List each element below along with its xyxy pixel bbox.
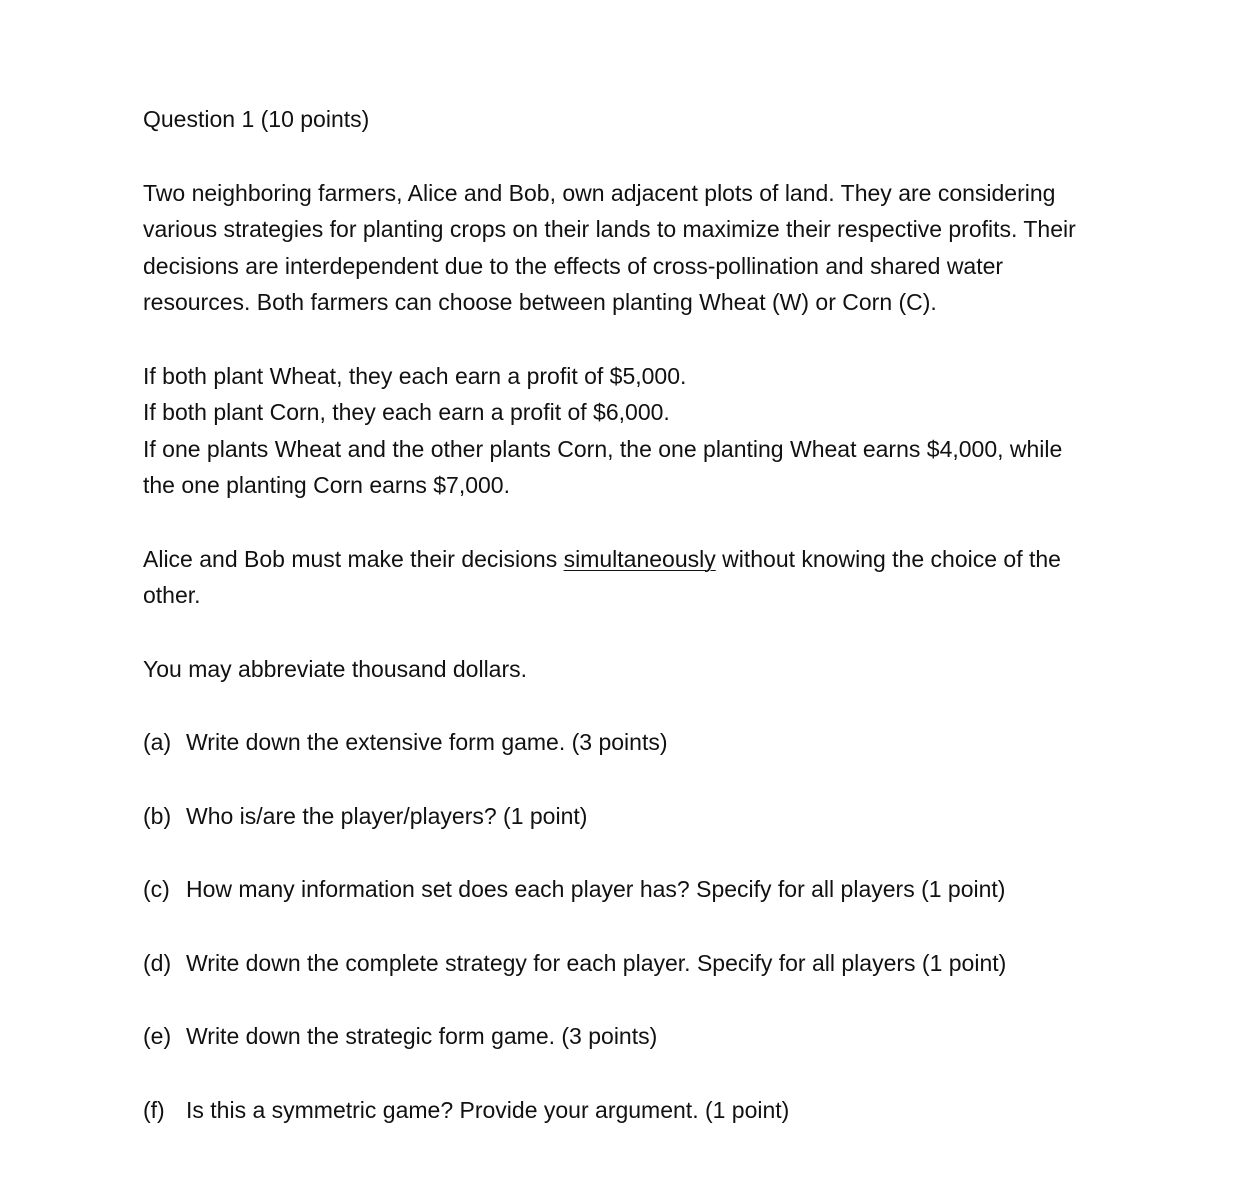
payoff-line: the one planting Corn earns $7,000.	[143, 472, 510, 498]
question-item-b	[143, 798, 1133, 835]
question-item-e	[143, 1018, 1133, 1055]
question-label: (c)	[143, 876, 170, 902]
intro-paragraph	[143, 175, 1133, 321]
question-text: Write down the strategic form game. (3 points)	[186, 1023, 658, 1049]
question-label: (b)	[143, 802, 172, 829]
question-text: How many information set does each player has? Specify for all players (1 point)	[186, 876, 1006, 902]
simultaneous-underlined-word: simultaneously	[563, 545, 716, 572]
simultaneous-line	[143, 541, 1133, 578]
question-text: Who is/are the player/players? (1 point)	[186, 802, 588, 829]
intro-line: resources. Both farmers can choose between planting Wheat (W) or Corn (C).	[143, 289, 937, 315]
question-text: Write down the extensive form game. (3 points)	[186, 729, 668, 755]
simultaneous-paragraph	[143, 541, 1133, 614]
payoff-line: If one plants Wheat and the other plants Corn, the one planting Wheat earns $4,000, while	[143, 435, 1063, 462]
question-item-d	[143, 945, 1133, 982]
payoff-paragraph	[143, 358, 1133, 504]
document-page	[143, 101, 1133, 1165]
simultaneous-text-after: without knowing the choice of the	[715, 545, 1061, 572]
question-text: Write down the complete strategy for each player. Specify for all players (1 point)	[186, 949, 1007, 976]
question-item-a	[143, 724, 1133, 761]
question-label: (a)	[143, 729, 172, 755]
question-item-f	[143, 1092, 1133, 1129]
intro-line: various strategies for planting crops on their lands to maximize their respective profits. Their	[143, 216, 1076, 242]
question-label: (f)	[143, 1096, 165, 1123]
question-label: (e)	[143, 1023, 172, 1049]
question-item-c	[143, 871, 1133, 908]
question-title: Question 1 (10 points)	[143, 106, 370, 132]
question-label: (d)	[143, 949, 172, 976]
intro-line: Two neighboring farmers, Alice and Bob, own adjacent plots of land. They are considering	[143, 179, 1056, 206]
payoff-line: If both plant Corn, they each earn a profit of $6,000.	[143, 399, 670, 425]
question-text: Is this a symmetric game? Provide your argument. (1 point)	[186, 1096, 790, 1123]
abbreviation-note: You may abbreviate thousand dollars.	[143, 655, 528, 682]
simultaneous-line-2: other.	[143, 582, 201, 608]
simultaneous-text-before: Alice and Bob must make their decisions	[143, 545, 564, 572]
payoff-line: If both plant Wheat, they each earn a profit of $5,000.	[143, 362, 687, 389]
intro-line: decisions are interdependent due to the effects of cross-pollination and shared water	[143, 252, 1004, 279]
